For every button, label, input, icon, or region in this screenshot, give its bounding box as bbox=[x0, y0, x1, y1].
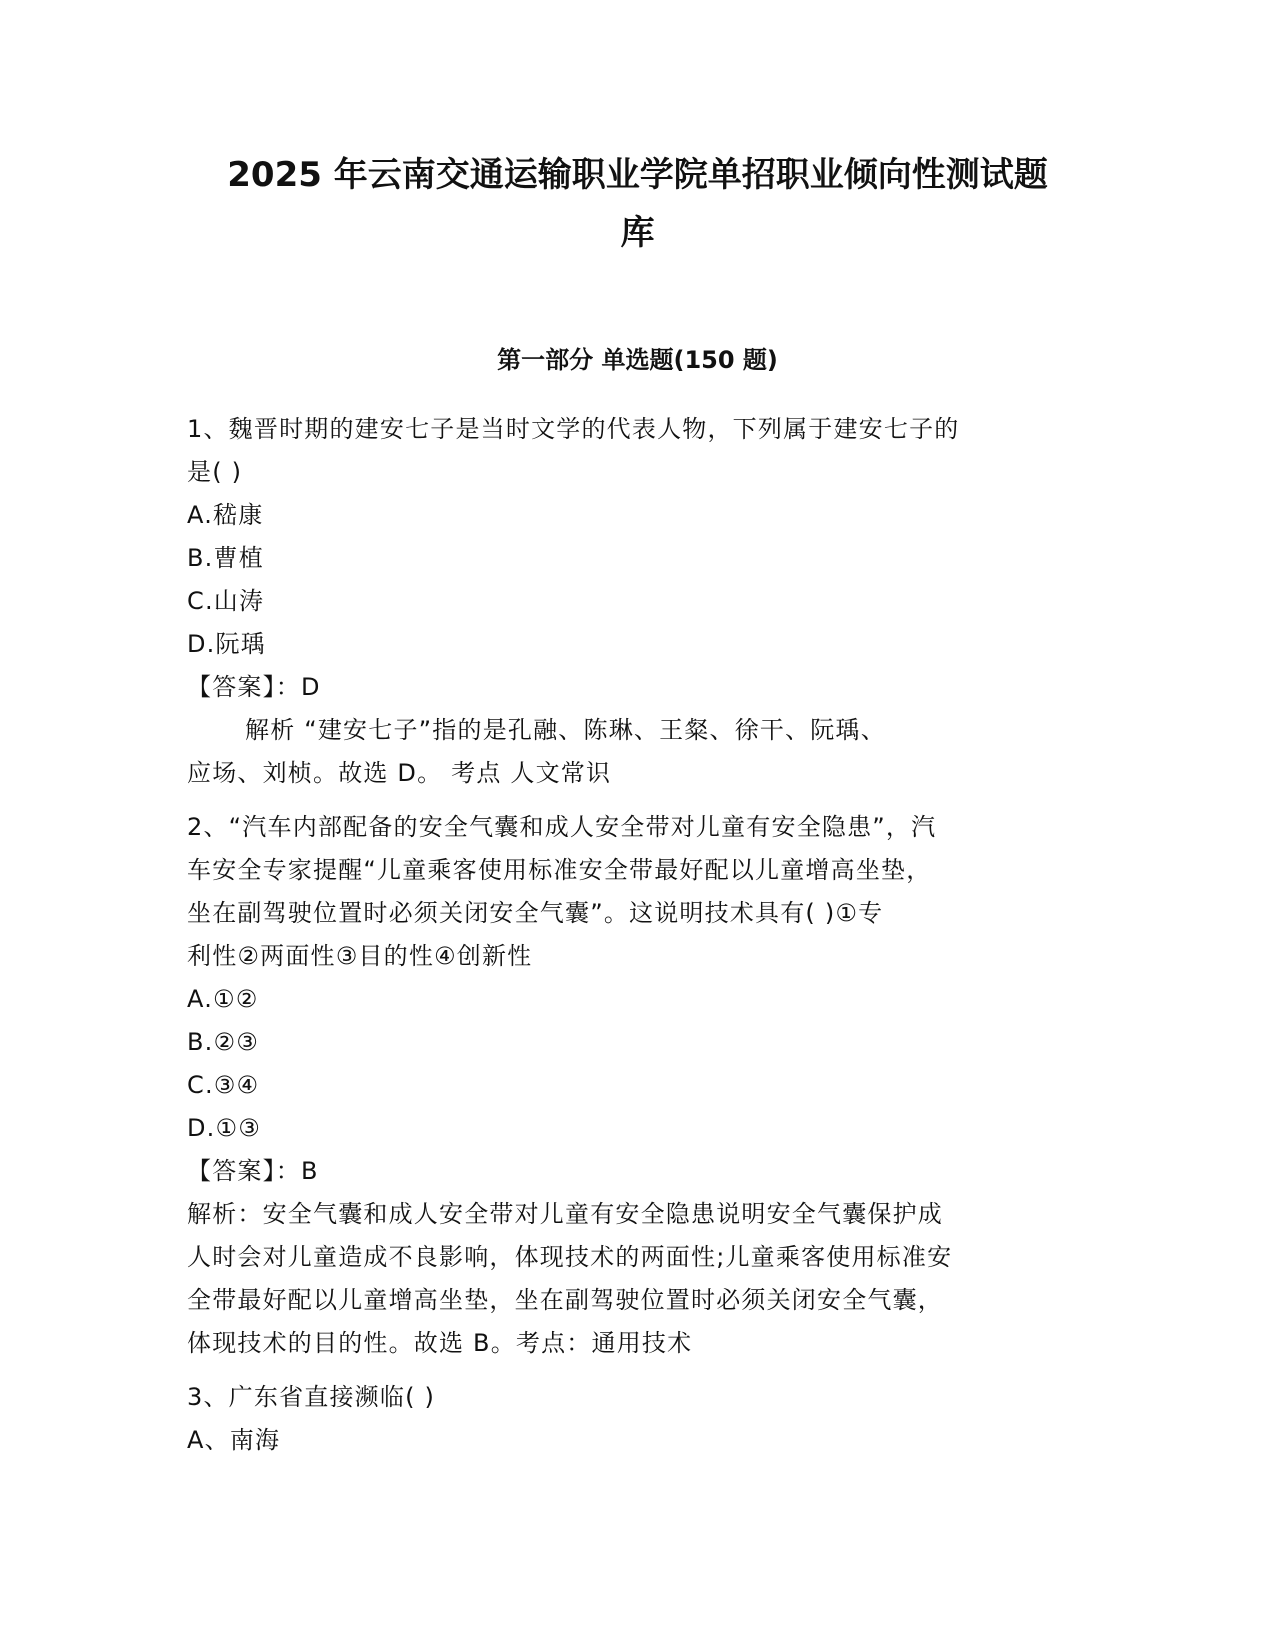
section-title: 第一部分 单选题(150 题) bbox=[497, 346, 778, 374]
question-2-option-a: A.①② bbox=[187, 985, 259, 1013]
question-2-analysis-line-4: 体现技术的目的性。故选 B。考点：通用技术 bbox=[187, 1329, 693, 1357]
question-2-stem-line-2: 车安全专家提醒“儿童乘客使用标准安全带最好配以儿童增高坐垫， bbox=[187, 856, 932, 884]
question-3-option-a: A、南海 bbox=[187, 1426, 281, 1454]
question-1-option-a: A.嵇康 bbox=[187, 501, 264, 529]
question-2-stem-line-4: 利性②两面性③目的性④创新性 bbox=[187, 942, 533, 970]
question-2-analysis-line-1: 解析：安全气囊和成人安全带对儿童有安全隐患说明安全气囊保护成 bbox=[187, 1200, 943, 1228]
question-2 bbox=[187, 806, 1087, 1365]
title-line-2: 库 bbox=[620, 213, 655, 253]
question-1-analysis-line-2: 应场、刘桢。故选 D。 考点 人文常识 bbox=[187, 759, 612, 787]
question-2-stem-line-3: 坐在副驾驶位置时必须关闭安全气囊”。这说明技术具有( )①专 bbox=[187, 899, 884, 927]
question-2-stem-line-1: 2、“汽车内部配备的安全气囊和成人安全带对儿童有安全隐患”，汽 bbox=[187, 813, 937, 841]
question-1-option-c: C.山涛 bbox=[187, 587, 265, 615]
document-title bbox=[190, 146, 1085, 262]
question-1 bbox=[187, 408, 1087, 795]
question-2-analysis-line-2: 人时会对儿童造成不良影响，体现技术的两面性;儿童乘客使用标准安 bbox=[187, 1243, 953, 1271]
question-1-stem-line-1: 1、魏晋时期的建安七子是当时文学的代表人物，下列属于建安七子的 bbox=[187, 415, 960, 443]
question-list bbox=[187, 408, 1087, 1462]
question-1-stem-line-2: 是( ) bbox=[187, 458, 243, 486]
question-2-option-b: B.②③ bbox=[187, 1028, 259, 1056]
question-2-option-d: D.①③ bbox=[187, 1114, 261, 1142]
question-1-option-b: B.曹植 bbox=[187, 544, 264, 572]
question-2-analysis-line-3: 全带最好配以儿童增高坐垫，坐在副驾驶位置时必须关闭安全气囊， bbox=[187, 1286, 943, 1314]
title-line-1: 2025 年云南交通运输职业学院单招职业倾向性测试题 bbox=[227, 155, 1048, 195]
question-1-option-d: D.阮瑀 bbox=[187, 630, 266, 658]
question-2-option-c: C.③④ bbox=[187, 1071, 260, 1099]
question-2-answer: 【答案】：B bbox=[187, 1157, 319, 1185]
question-3 bbox=[187, 1376, 1087, 1462]
question-3-stem-line-1: 3、广东省直接濒临( ) bbox=[187, 1383, 436, 1411]
question-1-answer: 【答案】：D bbox=[187, 673, 321, 701]
question-1-analysis-line-1: 解析 “建安七子”指的是孔融、陈琳、王粲、徐干、阮瑀、 bbox=[245, 716, 886, 744]
